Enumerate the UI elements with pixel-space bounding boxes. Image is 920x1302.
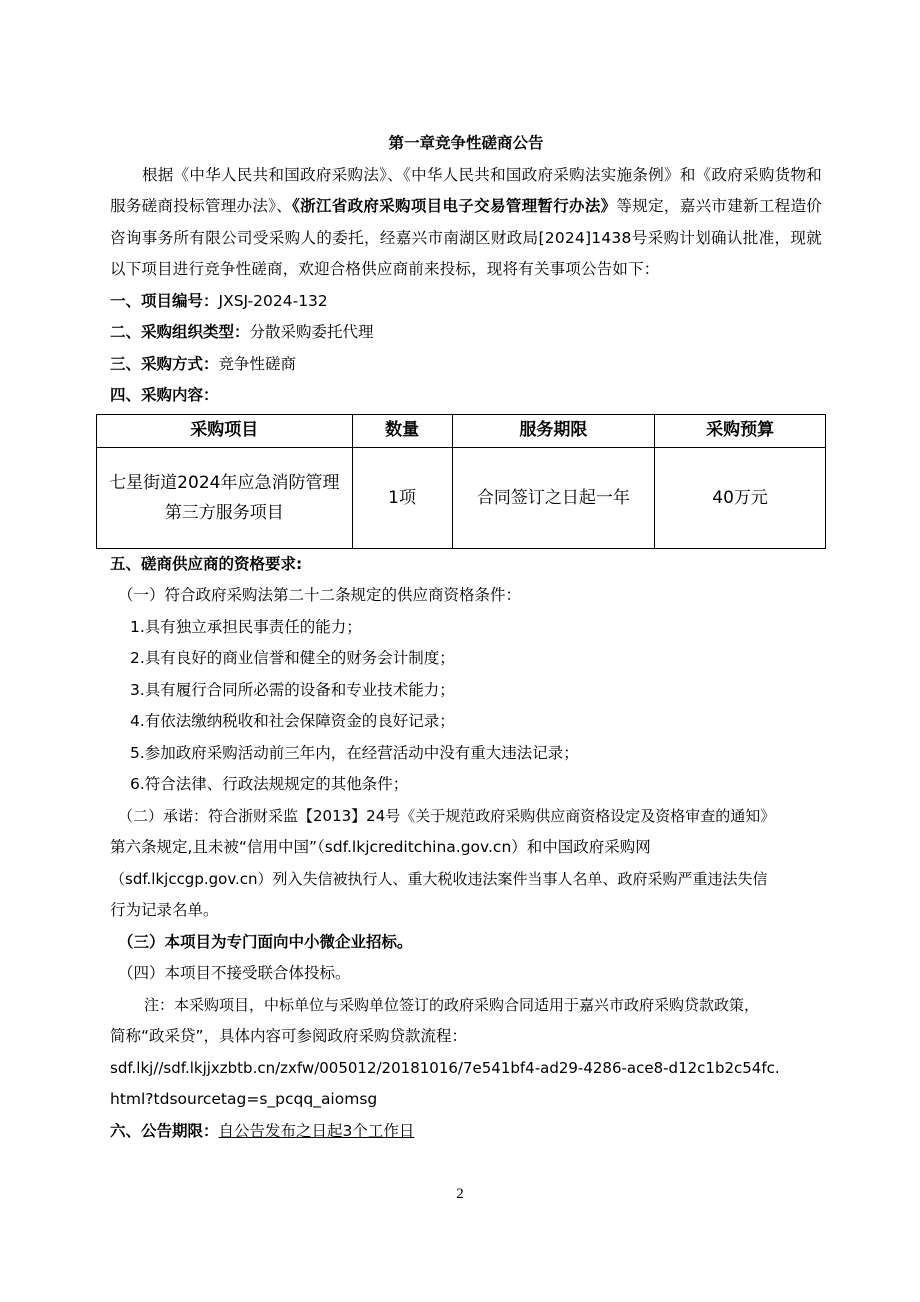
section-2-value: 分散采购委托代理 bbox=[249, 323, 374, 341]
table-header: 采购项目 bbox=[97, 414, 353, 447]
qualification-item: 4.有依法缴纳税收和社会保障资金的良好记录； bbox=[130, 712, 455, 730]
procurement-table bbox=[96, 414, 826, 549]
section-project-number bbox=[110, 286, 822, 318]
section-1-label: 一、项目编号： bbox=[110, 291, 219, 310]
qualification-part-1: （一）符合政府采购法第二十二条规定的供应商资格条件： bbox=[118, 586, 522, 604]
section-qualification-label: 五、磋商供应商的资格要求: bbox=[110, 554, 303, 573]
table-header: 服务期限 bbox=[452, 414, 655, 447]
page-number: 2 bbox=[456, 1186, 464, 1202]
table-header-row bbox=[97, 414, 826, 447]
section-3-value: 竞争性磋商 bbox=[218, 354, 297, 373]
section-6-value: 自公告发布之日起3个工作日 bbox=[218, 1121, 415, 1140]
table-header: 采购预算 bbox=[655, 414, 826, 447]
qualification-item: 3.具有履行合同所必需的设备和专业技术能力； bbox=[130, 680, 455, 699]
section-3-label: 三、采购方式： bbox=[110, 354, 219, 373]
table-cell-project: 七星街道2024年应急消防管理第三方服务项目 bbox=[97, 447, 353, 548]
section-content bbox=[110, 380, 822, 412]
section-6-label: 六、公告期限： bbox=[110, 1121, 219, 1140]
table-header: 数量 bbox=[352, 414, 452, 447]
qualification-part-2-line-2: 第六条规定,且未被“信用中国”（sdf.lkjcreditchina.gov.cn）和中国政府采购网 bbox=[110, 838, 651, 856]
section-4-label: 四、采购内容： bbox=[110, 386, 219, 404]
note-url-line-1: sdf.lkj//sdf.lkjjxzbtb.cn/zxfw/005012/20181016/7e541bf4-ad29-4286-ace8-d12c1b2c54fc. bbox=[110, 1058, 780, 1077]
note-line-1: 注：本采购项目，中标单位与采购单位签订的政府采购合同适用于嘉兴市政府采购贷款政策， bbox=[144, 995, 760, 1014]
qualification-item: 1.具有独立承担民事责任的能力； bbox=[130, 617, 362, 636]
section-org-type bbox=[110, 317, 822, 349]
qualification-part-2-line-1: （二）承诺：符合浙财采监【2013】24号《关于规范政府采购供应商资格设定及资格审查的通知》 bbox=[118, 806, 776, 825]
table-row bbox=[97, 447, 826, 548]
qualification-item: 5.参加政府采购活动前三年内，在经营活动中没有重大违法记录； bbox=[130, 743, 579, 762]
intro-paragraph bbox=[110, 160, 822, 286]
document-title: 第一章竞争性磋商公告 bbox=[388, 134, 544, 152]
intro-text-1: 根据《中华人民共和国政府采购法》、《中华人民共和国政府采购法实施条例》和《政府采购货物和服务磋商投标管理办法》、 bbox=[110, 165, 822, 215]
qualification-item: 6.符合法律、行政法规规定的其他条件； bbox=[130, 775, 409, 793]
qualification-part-3: （三）本项目为专门面向中小微企业招标。 bbox=[118, 932, 413, 951]
section-announcement-period bbox=[110, 1116, 822, 1148]
document-content bbox=[110, 128, 822, 1147]
qualification-part-2-line-3: （sdf.lkjccgp.gov.cn）列入失信被执行人、重大税收违法案件当事人名单、政府采购严重违法失信 bbox=[110, 869, 768, 888]
section-method bbox=[110, 349, 822, 381]
note-url-line-2: html?tdsourcetag=s_pcqq_aiomsg bbox=[110, 1090, 378, 1108]
section-2-label: 二、采购组织类型： bbox=[110, 323, 250, 341]
intro-text-bold: 《浙江省政府采购项目电子交易管理暂行办法》 bbox=[292, 197, 617, 215]
section-1-value: JXSJ-2024-132 bbox=[218, 291, 328, 310]
table-cell-quantity: 1项 bbox=[352, 447, 452, 548]
qualification-item: 2.具有良好的商业信誉和健全的财务会计制度； bbox=[130, 649, 455, 667]
table-cell-period: 合同签订之日起一年 bbox=[452, 447, 655, 548]
qualification-part-4: （四）本项目不接受联合体投标。 bbox=[118, 964, 351, 982]
note-line-2: 简称“政采贷”，具体内容可参阅政府采购贷款流程： bbox=[110, 1027, 468, 1045]
qualification-part-2-line-4: 行为记录名单。 bbox=[110, 901, 219, 919]
table-cell-budget: 40万元 bbox=[655, 447, 826, 548]
intro-text-2: 等规定，嘉兴市建新工程造价咨询事务所有限公司受采购人的委托，经嘉兴市南湖区财政局[2024]1438号采购计划确认批准，现就以下项目进行竞争性磋商，欢迎合格供应商前来投标，现将有关事项公告如下： bbox=[110, 197, 822, 278]
